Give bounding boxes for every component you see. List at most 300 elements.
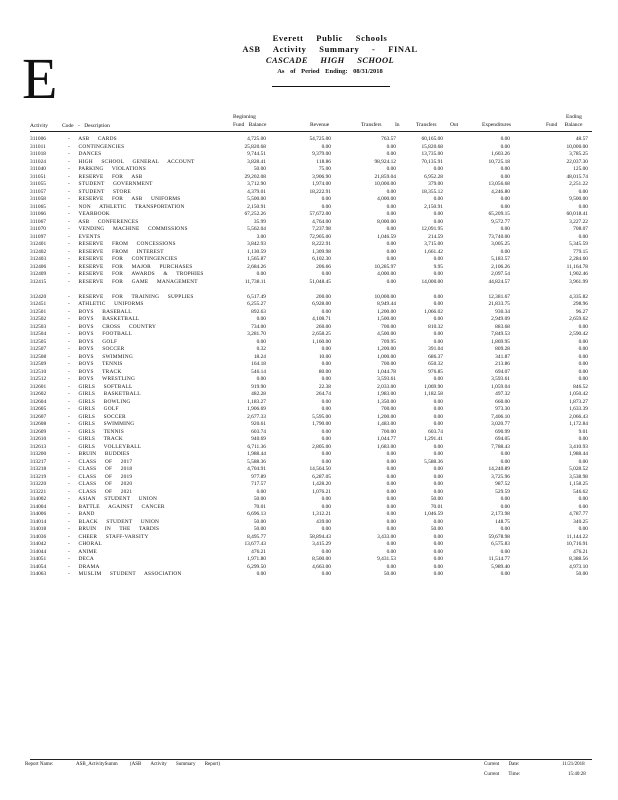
activity-description: - ASB CARDS bbox=[68, 136, 117, 142]
ending-balance: 8,388.56 bbox=[569, 556, 588, 562]
expenditures: 9,572.77 bbox=[491, 218, 510, 225]
transfers-in: 1,000.00 bbox=[377, 353, 396, 360]
expenditures: 0.00 bbox=[500, 173, 510, 180]
activity-description: - BOYS WRESTLING bbox=[68, 376, 136, 382]
expenditures: 0.00 bbox=[500, 496, 510, 502]
ending-balance: 2,066.43 bbox=[569, 413, 588, 420]
ending-balance: 0.00 bbox=[578, 361, 588, 367]
activity-description: - HIGH SCHOOL GENERAL ACCOUNT bbox=[68, 158, 195, 165]
activity-code: 311006 bbox=[30, 136, 46, 142]
transfers-out: 379.00 bbox=[428, 181, 443, 187]
table-row bbox=[0, 174, 618, 182]
activity-code: 312409 bbox=[30, 271, 47, 277]
expenditures: 59,678.98 bbox=[488, 533, 510, 540]
activity-code: 312604 bbox=[30, 398, 47, 405]
ending-balance: 3,227.22 bbox=[569, 218, 588, 225]
beginning-balance: 3,842.93 bbox=[247, 241, 266, 247]
transfers-in: 1,044.77 bbox=[377, 436, 396, 442]
activity-code: 313218 bbox=[30, 466, 47, 472]
activity-code: 314063 bbox=[30, 571, 47, 577]
table-row bbox=[0, 369, 618, 377]
revenue: 18,222.91 bbox=[309, 188, 331, 195]
activity-code: 311067 bbox=[30, 218, 46, 225]
school-name: CASCADE HIGH SCHOOL bbox=[265, 55, 395, 65]
table-row bbox=[0, 211, 618, 219]
activity-description: - YEARBOOK bbox=[68, 211, 110, 217]
transfers-in: 0.00 bbox=[386, 166, 396, 172]
revenue: 4,663.00 bbox=[312, 563, 331, 570]
transfers-out: 1,069.90 bbox=[424, 383, 443, 390]
activity-description: - GIRLS SOFTBALL bbox=[68, 383, 133, 390]
activity-code: 313217 bbox=[30, 458, 47, 465]
beginning-balance: 0.00 bbox=[256, 571, 266, 577]
beginning-balance: 6,711.36 bbox=[247, 443, 266, 450]
transfers-out: 0.00 bbox=[433, 218, 443, 225]
activity-code: 311097 bbox=[30, 233, 46, 240]
transfers-in: 0.00 bbox=[386, 473, 396, 480]
ending-balance: 340.25 bbox=[573, 518, 588, 525]
transfers-in: 3,593.61 bbox=[377, 376, 396, 382]
beginning-balance: 3,712.90 bbox=[247, 181, 266, 187]
ending-balance: 1,633.39 bbox=[569, 406, 588, 412]
table-row bbox=[0, 151, 618, 159]
transfers-out: 0.00 bbox=[433, 196, 443, 202]
revenue: 51,048.45 bbox=[309, 278, 331, 285]
revenue: 75.00 bbox=[318, 166, 331, 172]
activity-description: - GIRLS TRACK bbox=[68, 436, 123, 442]
revenue: 1,160.00 bbox=[312, 338, 331, 345]
activity-code: 312602 bbox=[30, 391, 47, 397]
transfers-in: 0.00 bbox=[386, 526, 396, 532]
ending-balance: 10,716.91 bbox=[566, 541, 588, 547]
beginning-balance: 6,517.49 bbox=[247, 293, 266, 300]
beginning-balance: 717.57 bbox=[251, 481, 266, 487]
beginning-balance: 1,183.27 bbox=[247, 398, 266, 405]
table-row bbox=[0, 309, 618, 317]
activity-code: 312510 bbox=[30, 368, 47, 375]
expenditures: 44,824.57 bbox=[488, 278, 510, 285]
beginning-balance: 920.61 bbox=[251, 421, 266, 427]
expenditures: 13,056.68 bbox=[488, 181, 510, 187]
expenditures: 7,406.10 bbox=[491, 413, 510, 420]
revenue: 1,428.20 bbox=[312, 481, 331, 487]
expenditures: 2,097.54 bbox=[491, 271, 510, 277]
revenue: 80.00 bbox=[318, 368, 331, 375]
expenditures: 694.07 bbox=[495, 368, 510, 375]
beginning-balance: 734.00 bbox=[251, 323, 266, 330]
table-row bbox=[0, 414, 618, 422]
activity-description: - BOYS SWIMMING bbox=[68, 353, 133, 360]
transfers-in: 0.00 bbox=[386, 458, 396, 465]
activity-code: 312610 bbox=[30, 436, 47, 442]
ending-balance: 1,902.46 bbox=[569, 271, 588, 277]
transfers-in: 2,033.00 bbox=[377, 383, 396, 390]
activity-code: 312403 bbox=[30, 256, 47, 262]
expenditures: 1,603.26 bbox=[491, 151, 510, 157]
expenditures: 5,183.57 bbox=[491, 256, 510, 262]
beginning-balance: 0.32 bbox=[256, 346, 266, 352]
activity-code: 312613 bbox=[30, 443, 47, 450]
transfers-out: 603.74 bbox=[428, 428, 443, 435]
revenue: 4,108.71 bbox=[312, 316, 331, 322]
beginning-balance: 29,202.08 bbox=[244, 173, 266, 180]
activity-code: 311018 bbox=[30, 151, 46, 157]
ending-balance: 5,345.59 bbox=[569, 241, 588, 247]
activity-code: 311011 bbox=[30, 143, 46, 150]
transfers-out: 0.00 bbox=[433, 376, 443, 382]
transfers-in: 0.00 bbox=[386, 541, 396, 547]
footer-time-value: 15:40:28 bbox=[568, 772, 586, 777]
beginning-balance: 5,588.36 bbox=[247, 458, 266, 465]
expenditures: 11,514.77 bbox=[488, 556, 510, 562]
table-row bbox=[0, 286, 618, 301]
transfers-out: 0.00 bbox=[433, 481, 443, 487]
activity-description: - DECA bbox=[68, 556, 95, 562]
transfers-out: 650.32 bbox=[428, 361, 443, 367]
activity-description: - BRUIN IN THE TARDIS bbox=[68, 526, 160, 532]
transfers-out: 0.00 bbox=[433, 541, 443, 547]
expenditures: 3,005.25 bbox=[491, 241, 510, 247]
expenditures: 12,381.67 bbox=[488, 293, 510, 300]
beginning-balance: 25,820.68 bbox=[244, 143, 266, 150]
header-underline bbox=[272, 86, 390, 87]
activity-description: - BOYS BASEBALL bbox=[68, 308, 132, 315]
activity-code: 311055 bbox=[30, 181, 46, 187]
beginning-balance: 18.24 bbox=[253, 353, 266, 360]
table-row bbox=[0, 234, 618, 242]
expenditures: 2,106.26 bbox=[491, 263, 510, 270]
transfers-in: 0.00 bbox=[386, 188, 396, 195]
activity-code: 312512 bbox=[30, 376, 47, 382]
ending-balance: 0.00 bbox=[578, 233, 588, 240]
revenue: 0.00 bbox=[321, 308, 331, 315]
expenditures: 0.00 bbox=[500, 503, 510, 510]
expenditures: 1,059.04 bbox=[491, 383, 510, 390]
expenditures: 0.00 bbox=[500, 248, 510, 255]
activity-description: - BOYS TRACK bbox=[68, 368, 122, 375]
ending-balance: 0.00 bbox=[578, 353, 588, 360]
transfers-in: 50.00 bbox=[383, 571, 396, 577]
revenue: 3,415.29 bbox=[312, 541, 331, 547]
revenue: 0.00 bbox=[321, 361, 331, 367]
activity-code: 312420 bbox=[30, 293, 47, 300]
beginning-balance: 1,565.87 bbox=[247, 256, 266, 262]
expenditures: 3,725.96 bbox=[491, 473, 510, 480]
transfers-out: 9.95 bbox=[433, 263, 443, 270]
ending-balance: 1,988.44 bbox=[569, 451, 588, 457]
transfers-out: 0.00 bbox=[433, 211, 443, 217]
transfers-in: 0.00 bbox=[386, 466, 396, 472]
district-name: Everett Public Schools bbox=[272, 33, 388, 43]
table-row bbox=[0, 429, 618, 437]
revenue: 57,672.00 bbox=[309, 211, 331, 217]
transfers-in: 10,285.97 bbox=[374, 263, 396, 270]
transfers-out: 0.00 bbox=[433, 338, 443, 345]
ending-balance: 0.00 bbox=[578, 203, 588, 210]
ending-balance: 2,659.62 bbox=[569, 316, 588, 322]
revenue: 54,725.00 bbox=[309, 136, 331, 142]
ending-balance: 1,158.25 bbox=[569, 481, 588, 487]
table-row bbox=[0, 541, 618, 549]
table-row bbox=[0, 511, 618, 519]
activity-code: 311058 bbox=[30, 196, 46, 202]
ending-balance: 779.15 bbox=[573, 248, 588, 255]
ending-balance: 0.00 bbox=[578, 338, 588, 345]
beginning-balance: 0.00 bbox=[256, 376, 266, 382]
transfers-out: 14,000.00 bbox=[421, 278, 443, 285]
expenditures: 0.00 bbox=[500, 143, 510, 150]
table-row bbox=[0, 534, 618, 542]
revenue: 6,102.30 bbox=[312, 256, 331, 262]
beginning-balance: 50.00 bbox=[253, 526, 266, 532]
transfers-in: 700.00 bbox=[381, 323, 396, 330]
transfers-out: 18,355.12 bbox=[421, 188, 443, 195]
revenue: 8,500.00 bbox=[312, 556, 331, 562]
transfers-out: 0.00 bbox=[433, 518, 443, 525]
activity-description: - CLASS OF 2018 bbox=[68, 466, 133, 472]
ending-balance: 708.07 bbox=[573, 226, 588, 232]
activity-description: - GIRLS BASKETBALL bbox=[68, 391, 141, 397]
expenditures: 10,725.18 bbox=[488, 158, 510, 165]
expenditures: 341.87 bbox=[495, 353, 510, 360]
ending-balance: 10,000.00 bbox=[566, 143, 588, 150]
table-row bbox=[0, 496, 618, 504]
activity-code: 313221 bbox=[30, 488, 47, 495]
footer-report-name: ASB_ActivitySumm bbox=[76, 762, 118, 767]
expenditures: 7,849.53 bbox=[491, 331, 510, 337]
expenditures: 6,575.83 bbox=[491, 541, 510, 547]
activity-code: 312503 bbox=[30, 323, 47, 330]
beginning-balance: 892.63 bbox=[251, 308, 266, 315]
expenditures: 4,246.80 bbox=[491, 188, 510, 195]
activity-code: 311070 bbox=[30, 226, 46, 232]
table-row bbox=[0, 466, 618, 474]
activity-code: 312508 bbox=[30, 353, 47, 360]
activity-description: - CLASS OF 2021 bbox=[68, 488, 133, 495]
transfers-in: 1,983.00 bbox=[377, 391, 396, 397]
beginning-balance: 5,562.04 bbox=[247, 226, 266, 232]
activity-description: - VENDING MACHINE COMMISSIONS bbox=[68, 226, 188, 232]
revenue: 0.00 bbox=[321, 451, 331, 457]
ending-balance: 22,037.30 bbox=[566, 158, 588, 165]
activity-description: - RESERVE FOR CONTINGENCIES bbox=[68, 256, 178, 262]
revenue: 0.00 bbox=[321, 436, 331, 442]
transfers-in: 0.00 bbox=[386, 488, 396, 495]
revenue: 0.00 bbox=[321, 571, 331, 577]
transfers-out: 0.00 bbox=[433, 398, 443, 405]
table-row bbox=[0, 324, 618, 332]
ending-balance: 2,251.22 bbox=[569, 181, 588, 187]
table-row bbox=[0, 331, 618, 339]
table-row bbox=[0, 564, 618, 572]
table-row bbox=[0, 271, 618, 279]
revenue: 6,287.05 bbox=[312, 473, 331, 480]
col-beginning-1: Beginning bbox=[233, 114, 256, 120]
expenditures: 0.00 bbox=[500, 166, 510, 172]
expenditures: 21,833.75 bbox=[488, 301, 510, 307]
table-row bbox=[0, 166, 618, 174]
expenditures: 5,989.40 bbox=[491, 563, 510, 570]
revenue: 118.86 bbox=[316, 158, 331, 165]
activity-code: 313219 bbox=[30, 473, 47, 480]
activity-description: - BOYS TENNIS bbox=[68, 361, 123, 367]
activity-code: 314054 bbox=[30, 563, 47, 570]
ending-balance: 60,018.41 bbox=[566, 211, 588, 217]
activity-code: 312406 bbox=[30, 263, 47, 270]
beginning-balance: 3,281.70 bbox=[247, 331, 266, 337]
transfers-in: 709.95 bbox=[381, 338, 396, 345]
col-transfers-out: Transfers Out bbox=[416, 122, 459, 128]
table-row bbox=[0, 279, 618, 287]
beginning-balance: 50.00 bbox=[253, 166, 266, 172]
table-row bbox=[0, 444, 618, 452]
activity-description: - ASIAN STUDENT UNION bbox=[68, 496, 158, 502]
expenditures: 809.28 bbox=[495, 346, 510, 352]
transfers-in: 3,433.00 bbox=[377, 533, 396, 540]
table-row bbox=[0, 219, 618, 227]
transfers-in: 763.57 bbox=[381, 136, 396, 142]
revenue: 5,595.00 bbox=[312, 413, 331, 420]
transfers-out: 12,091.95 bbox=[421, 226, 443, 232]
transfers-out: 15,820.68 bbox=[421, 143, 443, 150]
expenditures: 213.86 bbox=[495, 361, 510, 367]
transfers-in: 4,500.00 bbox=[377, 331, 396, 337]
ending-balance: 0.00 bbox=[578, 526, 588, 532]
table-row bbox=[0, 136, 618, 144]
revenue: 206.66 bbox=[316, 263, 331, 270]
activity-code: 312607 bbox=[30, 413, 47, 420]
transfers-out: 70,135.91 bbox=[421, 158, 443, 165]
ending-balance: 2,284.60 bbox=[569, 256, 588, 262]
footer-rule bbox=[30, 759, 592, 760]
revenue: 2,805.00 bbox=[312, 443, 331, 450]
table-row bbox=[0, 489, 618, 497]
activity-code: 311024 bbox=[30, 158, 46, 165]
ending-balance: 9.01 bbox=[578, 428, 588, 435]
table-row bbox=[0, 241, 618, 249]
report-title: ASB Activity Summary - FINAL bbox=[242, 44, 418, 54]
footer-date-label: Current Date: bbox=[484, 762, 520, 767]
transfers-in: 0.00 bbox=[386, 518, 396, 525]
transfers-out: 60,165.00 bbox=[421, 136, 443, 142]
transfers-out: 0.00 bbox=[433, 563, 443, 570]
table-row bbox=[0, 301, 618, 309]
revenue: 14,564.50 bbox=[309, 466, 331, 472]
ending-balance: 2,590.42 bbox=[569, 331, 588, 337]
activity-code: 313220 bbox=[30, 481, 47, 487]
transfers-out: 0.00 bbox=[433, 331, 443, 337]
revenue: 0.00 bbox=[321, 548, 331, 555]
transfers-in: 0.00 bbox=[386, 256, 396, 262]
transfers-in: 1,683.00 bbox=[377, 443, 396, 450]
beginning-balance: 919.90 bbox=[251, 383, 266, 390]
activity-description: - BOYS SOCCER bbox=[68, 346, 125, 352]
beginning-balance: 603.74 bbox=[251, 428, 266, 435]
transfers-out: 70.01 bbox=[430, 503, 443, 510]
expenditures: 7,788.43 bbox=[491, 443, 510, 450]
ending-balance: 48.57 bbox=[575, 136, 588, 142]
activity-description: - GIRLS SWIMMING bbox=[68, 421, 135, 427]
transfers-out: 0.00 bbox=[433, 451, 443, 457]
beginning-balance: 70.01 bbox=[253, 503, 266, 510]
transfers-in: 1,483.00 bbox=[377, 421, 396, 427]
transfers-out: 1,046.59 bbox=[424, 511, 443, 517]
transfers-in: 1,044.78 bbox=[377, 368, 396, 375]
col-beginning-2: Fund Balance bbox=[233, 122, 267, 128]
col-expenditures: Expenditures bbox=[482, 122, 512, 128]
transfers-in: 4,000.00 bbox=[377, 271, 396, 277]
activity-code: 312609 bbox=[30, 428, 47, 435]
expenditures: 0.00 bbox=[500, 196, 510, 202]
transfers-out: 0.00 bbox=[433, 406, 443, 412]
ending-balance: 0.00 bbox=[578, 436, 588, 442]
activity-description: - GIRLS VOLLEYBALL bbox=[68, 443, 142, 450]
activity-description: - RESERVE FOR ASB bbox=[68, 173, 143, 180]
revenue: 0.00 bbox=[321, 271, 331, 277]
beginning-balance: 476.21 bbox=[251, 548, 266, 555]
transfers-in: 0.00 bbox=[386, 241, 396, 247]
col-revenue: Revenue bbox=[310, 122, 330, 128]
beginning-balance: 0.00 bbox=[256, 316, 266, 322]
transfers-out: 976.85 bbox=[428, 368, 443, 375]
beginning-balance: 977.89 bbox=[251, 473, 266, 480]
revenue: 1,790.00 bbox=[312, 421, 331, 427]
revenue: 22.38 bbox=[318, 383, 331, 390]
transfers-in: 1,046.59 bbox=[377, 233, 396, 240]
expenditures: 497.32 bbox=[495, 391, 510, 397]
activity-description: - CHEER STAFF-VARSITY bbox=[68, 533, 149, 540]
ending-balance: 48,015.74 bbox=[566, 173, 588, 180]
expenditures: 0.00 bbox=[500, 548, 510, 555]
transfers-out: 0.00 bbox=[433, 533, 443, 540]
table-row bbox=[0, 181, 618, 189]
ending-balance: 0.00 bbox=[578, 346, 588, 352]
ending-balance: 3,961.99 bbox=[569, 278, 588, 285]
revenue: 264.74 bbox=[316, 391, 331, 397]
revenue: 10.00 bbox=[318, 353, 331, 360]
transfers-in: 700.00 bbox=[381, 428, 396, 435]
activity-description: - BATTLE AGAINST CANCER bbox=[68, 503, 165, 510]
beginning-balance: 482.28 bbox=[251, 391, 266, 397]
activity-description: - GIRLS BOWLING bbox=[68, 398, 131, 405]
transfers-in: 0.00 bbox=[386, 451, 396, 457]
beginning-balance: 3,828.41 bbox=[247, 158, 266, 165]
transfers-in: 21,859.04 bbox=[374, 173, 396, 180]
table-row bbox=[0, 451, 618, 459]
activity-code: 312605 bbox=[30, 406, 47, 412]
beginning-balance: 11,738.11 bbox=[244, 278, 266, 285]
expenditures: 883.68 bbox=[495, 323, 510, 330]
revenue: 6,928.00 bbox=[312, 301, 331, 307]
beginning-balance: 4,725.00 bbox=[247, 136, 266, 142]
beginning-balance: 5,500.00 bbox=[247, 196, 266, 202]
transfers-out: 50.00 bbox=[430, 526, 443, 532]
expenditures: 73,740.00 bbox=[488, 233, 510, 240]
table-row bbox=[0, 159, 618, 167]
expenditures: 2,949.09 bbox=[491, 316, 510, 322]
ending-balance: 4,973.10 bbox=[569, 563, 588, 570]
ending-balance: 0.00 bbox=[578, 376, 588, 382]
revenue: 0.00 bbox=[321, 203, 331, 210]
transfers-in: 4,000.00 bbox=[377, 196, 396, 202]
expenditures: 0.00 bbox=[500, 136, 510, 142]
expenditures: 973.30 bbox=[495, 406, 510, 412]
revenue: 1,974.00 bbox=[312, 181, 331, 187]
beginning-balance: 6,299.50 bbox=[247, 563, 266, 570]
transfers-out: 0.00 bbox=[433, 556, 443, 562]
transfers-in: 8,000.00 bbox=[377, 218, 396, 225]
activity-description: - RESERVE FOR ASB UNIFORMS bbox=[68, 196, 181, 202]
